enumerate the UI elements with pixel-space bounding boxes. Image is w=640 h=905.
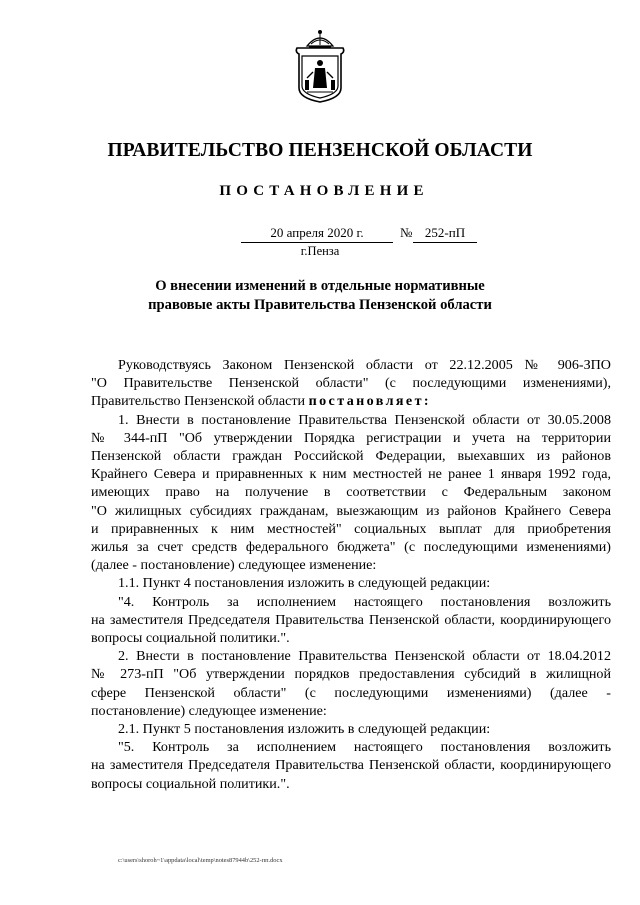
organization-title: ПРАВИТЕЛЬСТВО ПЕНЗЕНСКОЙ ОБЛАСТИ xyxy=(107,140,533,161)
paragraph-1 xyxy=(91,411,611,575)
text-line: 2.1. Пункт 5 постановления изложить в следующей редакции: xyxy=(118,721,491,738)
document-city: г.Пенза xyxy=(300,244,340,258)
text-line: "О жилищных субсидиях гражданам, выезжающим из районов Крайнего Севера xyxy=(91,502,611,519)
text-line: и приравненных к ним местностей" социальных выплат для приобретения xyxy=(91,520,611,537)
document-date: 20 апреля 2020 г. xyxy=(241,225,393,243)
text-line: "4. Контроль за исполнением настоящего постановления возложить xyxy=(118,593,611,610)
document-subject xyxy=(0,277,640,315)
text-line: (далее - постановление) следующее изменение: xyxy=(91,557,377,574)
paragraph-2 xyxy=(91,647,611,720)
operative-word: постановляет: xyxy=(308,393,432,410)
text-line: на заместителя Председателя Правительства Пензенской области, координирующего xyxy=(91,611,611,628)
subject-line-2: правовые акты Правительства Пензенской области xyxy=(148,297,492,313)
text-line xyxy=(91,392,611,410)
paragraph-quote-1 xyxy=(91,593,611,648)
paragraph-1-1 xyxy=(118,574,611,592)
paragraph-2-1 xyxy=(118,720,611,738)
document-number: 252-пП xyxy=(413,225,477,243)
text-line: вопросы социальной политики.". xyxy=(91,630,290,647)
text-line: Пензенской области граждан Российской Федерации, выехавших из районов xyxy=(91,448,611,465)
text-line: "О Правительстве Пензенской области" (с последующими изменениями), xyxy=(91,375,611,392)
text-line: 1. Внести в постановление Правительства Пензенской области от 30.05.2008 xyxy=(118,411,611,428)
number-label: № xyxy=(400,225,413,240)
paragraph-preamble xyxy=(91,356,611,411)
text-line: Крайнего Севера и приравненных к ним местностей не ранее 1 января 1992 года, xyxy=(91,466,611,483)
text-fragment: Правительство Пензенской области xyxy=(91,393,306,410)
file-path-footer: c:\users\shoroh~1\appdata\local\temp\notes87944b\252-пп.docx xyxy=(118,857,283,864)
coat-of-arms-icon xyxy=(293,28,347,104)
text-line: 2. Внести в постановление Правительства Пензенской области от 18.04.2012 xyxy=(118,648,611,665)
text-line: сфере Пензенской области" (с последующими изменениями) (далее - xyxy=(91,684,611,701)
subject-line-1: О внесении изменений в отдельные нормативные xyxy=(155,278,485,294)
paragraph-quote-2 xyxy=(91,738,611,793)
text-line: постановление) следующее изменение: xyxy=(91,702,327,719)
text-line: имеющих право на получение в соответствии с Федеральным законом xyxy=(91,484,611,501)
document-body xyxy=(91,356,611,793)
text-line: вопросы социальной политики.". xyxy=(91,775,290,792)
document-type: ПОСТАНОВЛЕНИЕ xyxy=(219,183,429,199)
text-line: на заместителя Председателя Правительства Пензенской области, координирующего xyxy=(91,757,611,774)
text-line: Руководствуясь Законом Пензенской области от 22.12.2005 № 906-ЗПО xyxy=(118,357,611,373)
text-line: № 273-пП "Об утверждении порядков предоставления субсидий в жилищной xyxy=(91,666,611,683)
text-line: "5. Контроль за исполнением настоящего постановления возложить xyxy=(118,739,611,756)
text-line: № 344-пП "Об утверждении Порядка регистрации и учета на территории xyxy=(91,429,611,446)
text-line: жилья за счет средств федерального бюджета" (с последующими изменениями) xyxy=(91,539,611,556)
text-line: 1.1. Пункт 4 постановления изложить в следующей редакции: xyxy=(118,575,491,592)
